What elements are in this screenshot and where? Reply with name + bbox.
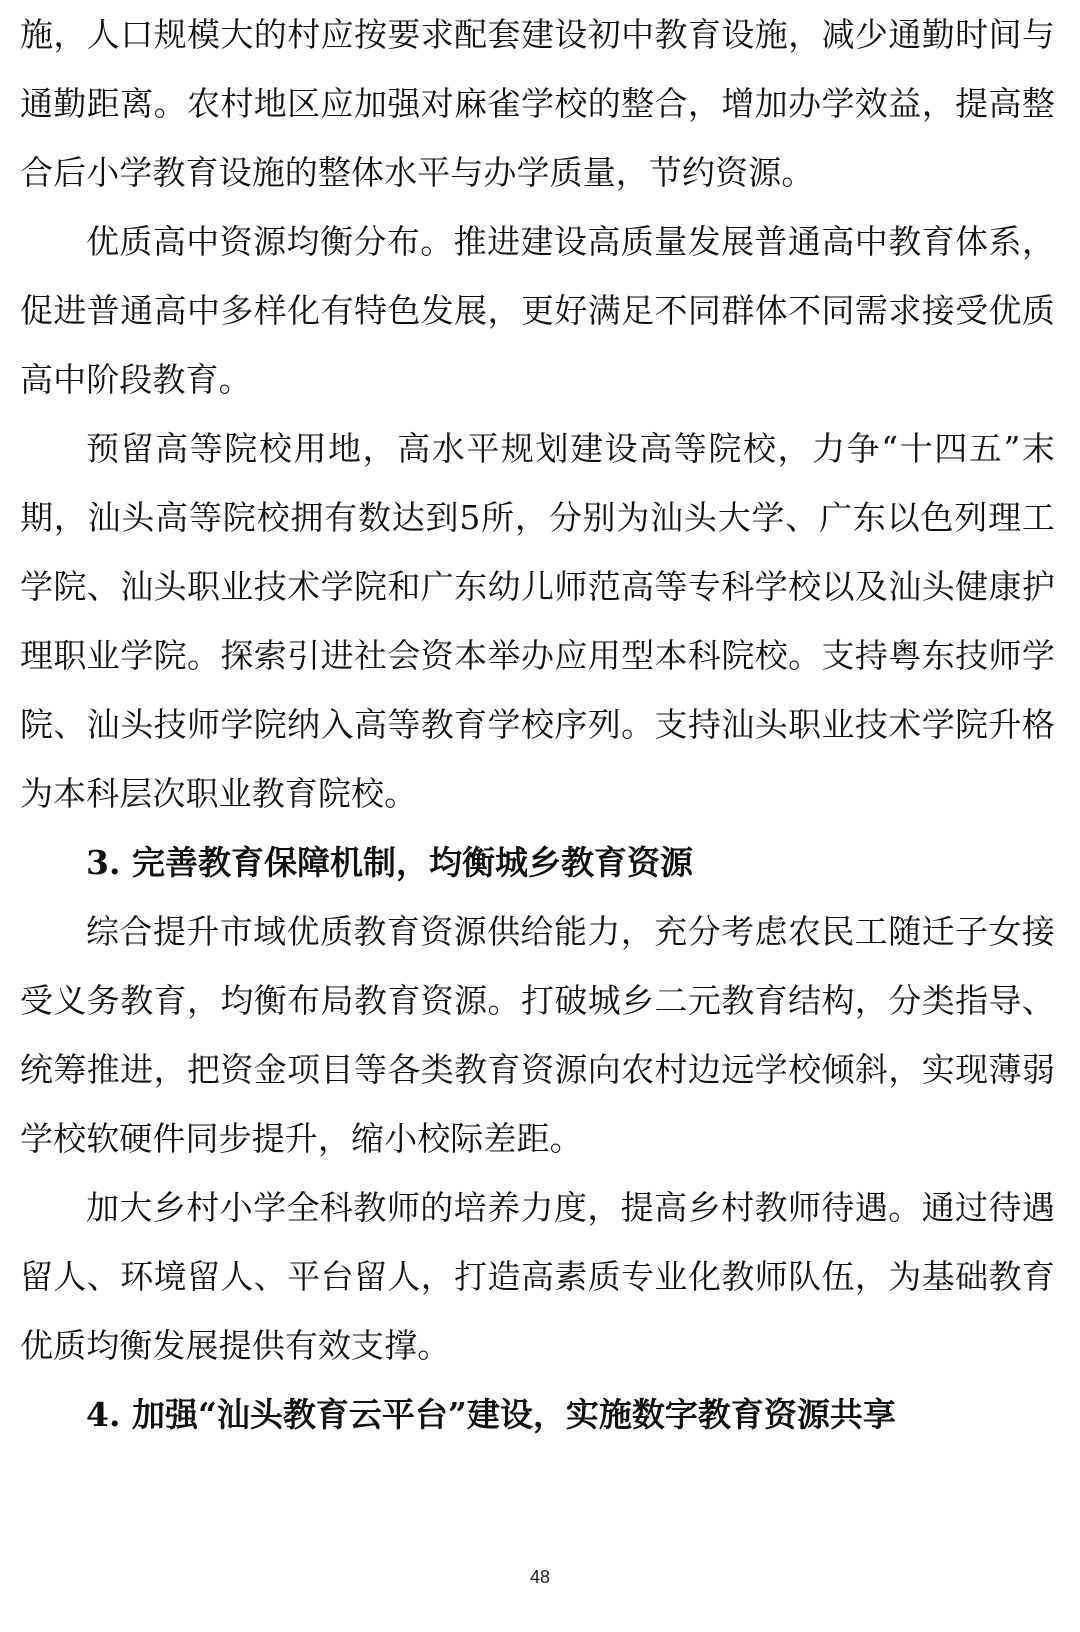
paragraph-education-supply: 综合提升市域优质教育资源供给能力，充分考虑农民工随迁子女接受义务教育，均衡布局教育资源。打破城乡二元教育结构，分类指导、统筹推进，把资金项目等各类教育资源向农村边远学校倾斜，实现薄弱学校软硬件同步提升，缩小校际差距。 [20,912,1055,1158]
paragraph-rural-teachers: 加大乡村小学全科教师的培养力度，提高乡村教师待遇。通过待遇留人、环境留人、平台留人，打造高素质专业化教师队伍，为基础教育优质均衡发展提供有效支撑。 [20,1188,1055,1365]
paragraph-higher-education-land: 预留高等院校用地，高水平规划建设高等院校，力争“十四五”末期，汕头高等院校拥有数达到5所，分别为汕头大学、广东以色列理工学院、汕头职业技术学院和广东幼儿师范高等专科学校以及汕头健康护理职业学院。探索引进社会资本举办应用型本科院校。支持粤东技师学院、汕头技师学院纳入高等教育学校序列。支持汕头职业技术学院升格为本科层次职业教育院校。 [20,429,1055,813]
section-heading-3: 3. 完善教育保障机制，均衡城乡教育资源 [86,843,693,882]
paragraph-high-school-resources: 优质高中资源均衡分布。推进建设高质量发展普通高中教育体系，促进普通高中多样化有特色发展，更好满足不同群体不同需求接受优质高中阶段教育。 [20,222,1055,399]
page-number: 48 [529,1567,551,1587]
paragraph-continued: 施，人口规模大的村应按要求配套建设初中教育设施，减少通勤时间与通勤距离。农村地区应加强对麻雀学校的整合，增加办学效益，提高整合后小学教育设施的整体水平与办学质量，节约资源。 [20,15,1055,192]
document-body [20,0,1055,1449]
section-heading-4: 4. 加强“汕头教育云平台”建设，实施数字教育资源共享 [86,1395,896,1434]
